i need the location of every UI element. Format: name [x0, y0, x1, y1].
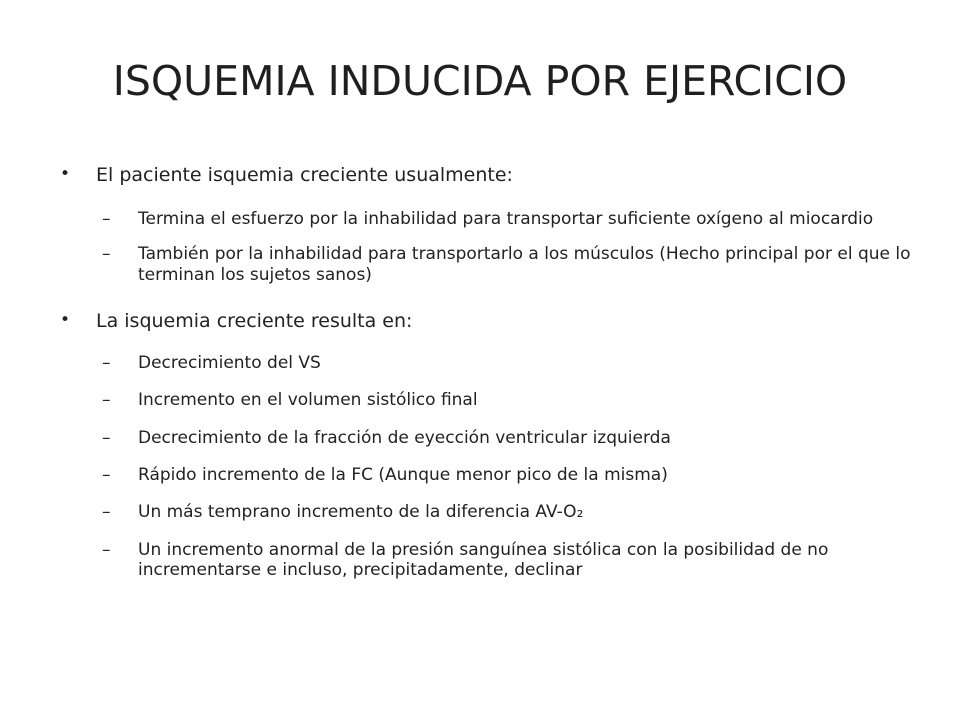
- sub-point: [56, 502, 916, 522]
- bullet-icon: •: [60, 309, 71, 330]
- dash-icon: –: [102, 502, 111, 523]
- bullet-text: El paciente isquemia creciente usualmente:: [96, 164, 513, 186]
- dash-icon: –: [102, 427, 111, 448]
- sub-point-text: Decrecimiento del VS: [138, 352, 321, 373]
- sub-point-text: Termina el esfuerzo por la inhabilidad para transportar suficiente oxígeno al miocardio: [138, 208, 874, 229]
- slide-title: ISQUEMIA INDUCIDA POR EJERCICIO: [112, 57, 848, 105]
- sub-point: [56, 353, 916, 373]
- dash-icon: –: [102, 390, 111, 411]
- sub-point: [56, 465, 916, 485]
- dash-icon: –: [102, 244, 111, 265]
- dash-icon: –: [102, 464, 111, 485]
- sub-point-text: Un más temprano incremento de la diferencia AV-O₂: [138, 502, 584, 523]
- dash-icon: –: [102, 208, 111, 229]
- sub-point: [56, 244, 916, 285]
- sub-point-text: Incremento en el volumen sistólico final: [138, 390, 478, 411]
- bullet-point: [56, 164, 916, 187]
- bullet-point: [56, 310, 916, 333]
- sub-point: [56, 540, 916, 581]
- bullet-text: La isquemia creciente resulta en:: [96, 309, 413, 332]
- sub-point: [56, 209, 916, 229]
- slide-body: [56, 164, 916, 581]
- sub-point-text: También por la inhabilidad para transportarlo a los músculos (Hecho principal por el que lo terminan los sujetos sanos): [138, 244, 911, 285]
- sub-point-text: Decrecimiento de la fracción de eyección ventricular izquierda: [138, 427, 671, 448]
- sub-point-text: Rápido incremento de la FC (Aunque menor pico de la misma): [138, 464, 668, 485]
- dash-icon: –: [102, 352, 111, 373]
- sub-point: [56, 390, 916, 410]
- sub-point: [56, 428, 916, 448]
- dash-icon: –: [102, 539, 111, 560]
- bullet-icon: •: [60, 164, 71, 184]
- sub-point-text: Un incremento anormal de la presión sanguínea sistólica con la posibilidad de no incrementarse e incluso, precipitadamente, declinar: [138, 539, 829, 581]
